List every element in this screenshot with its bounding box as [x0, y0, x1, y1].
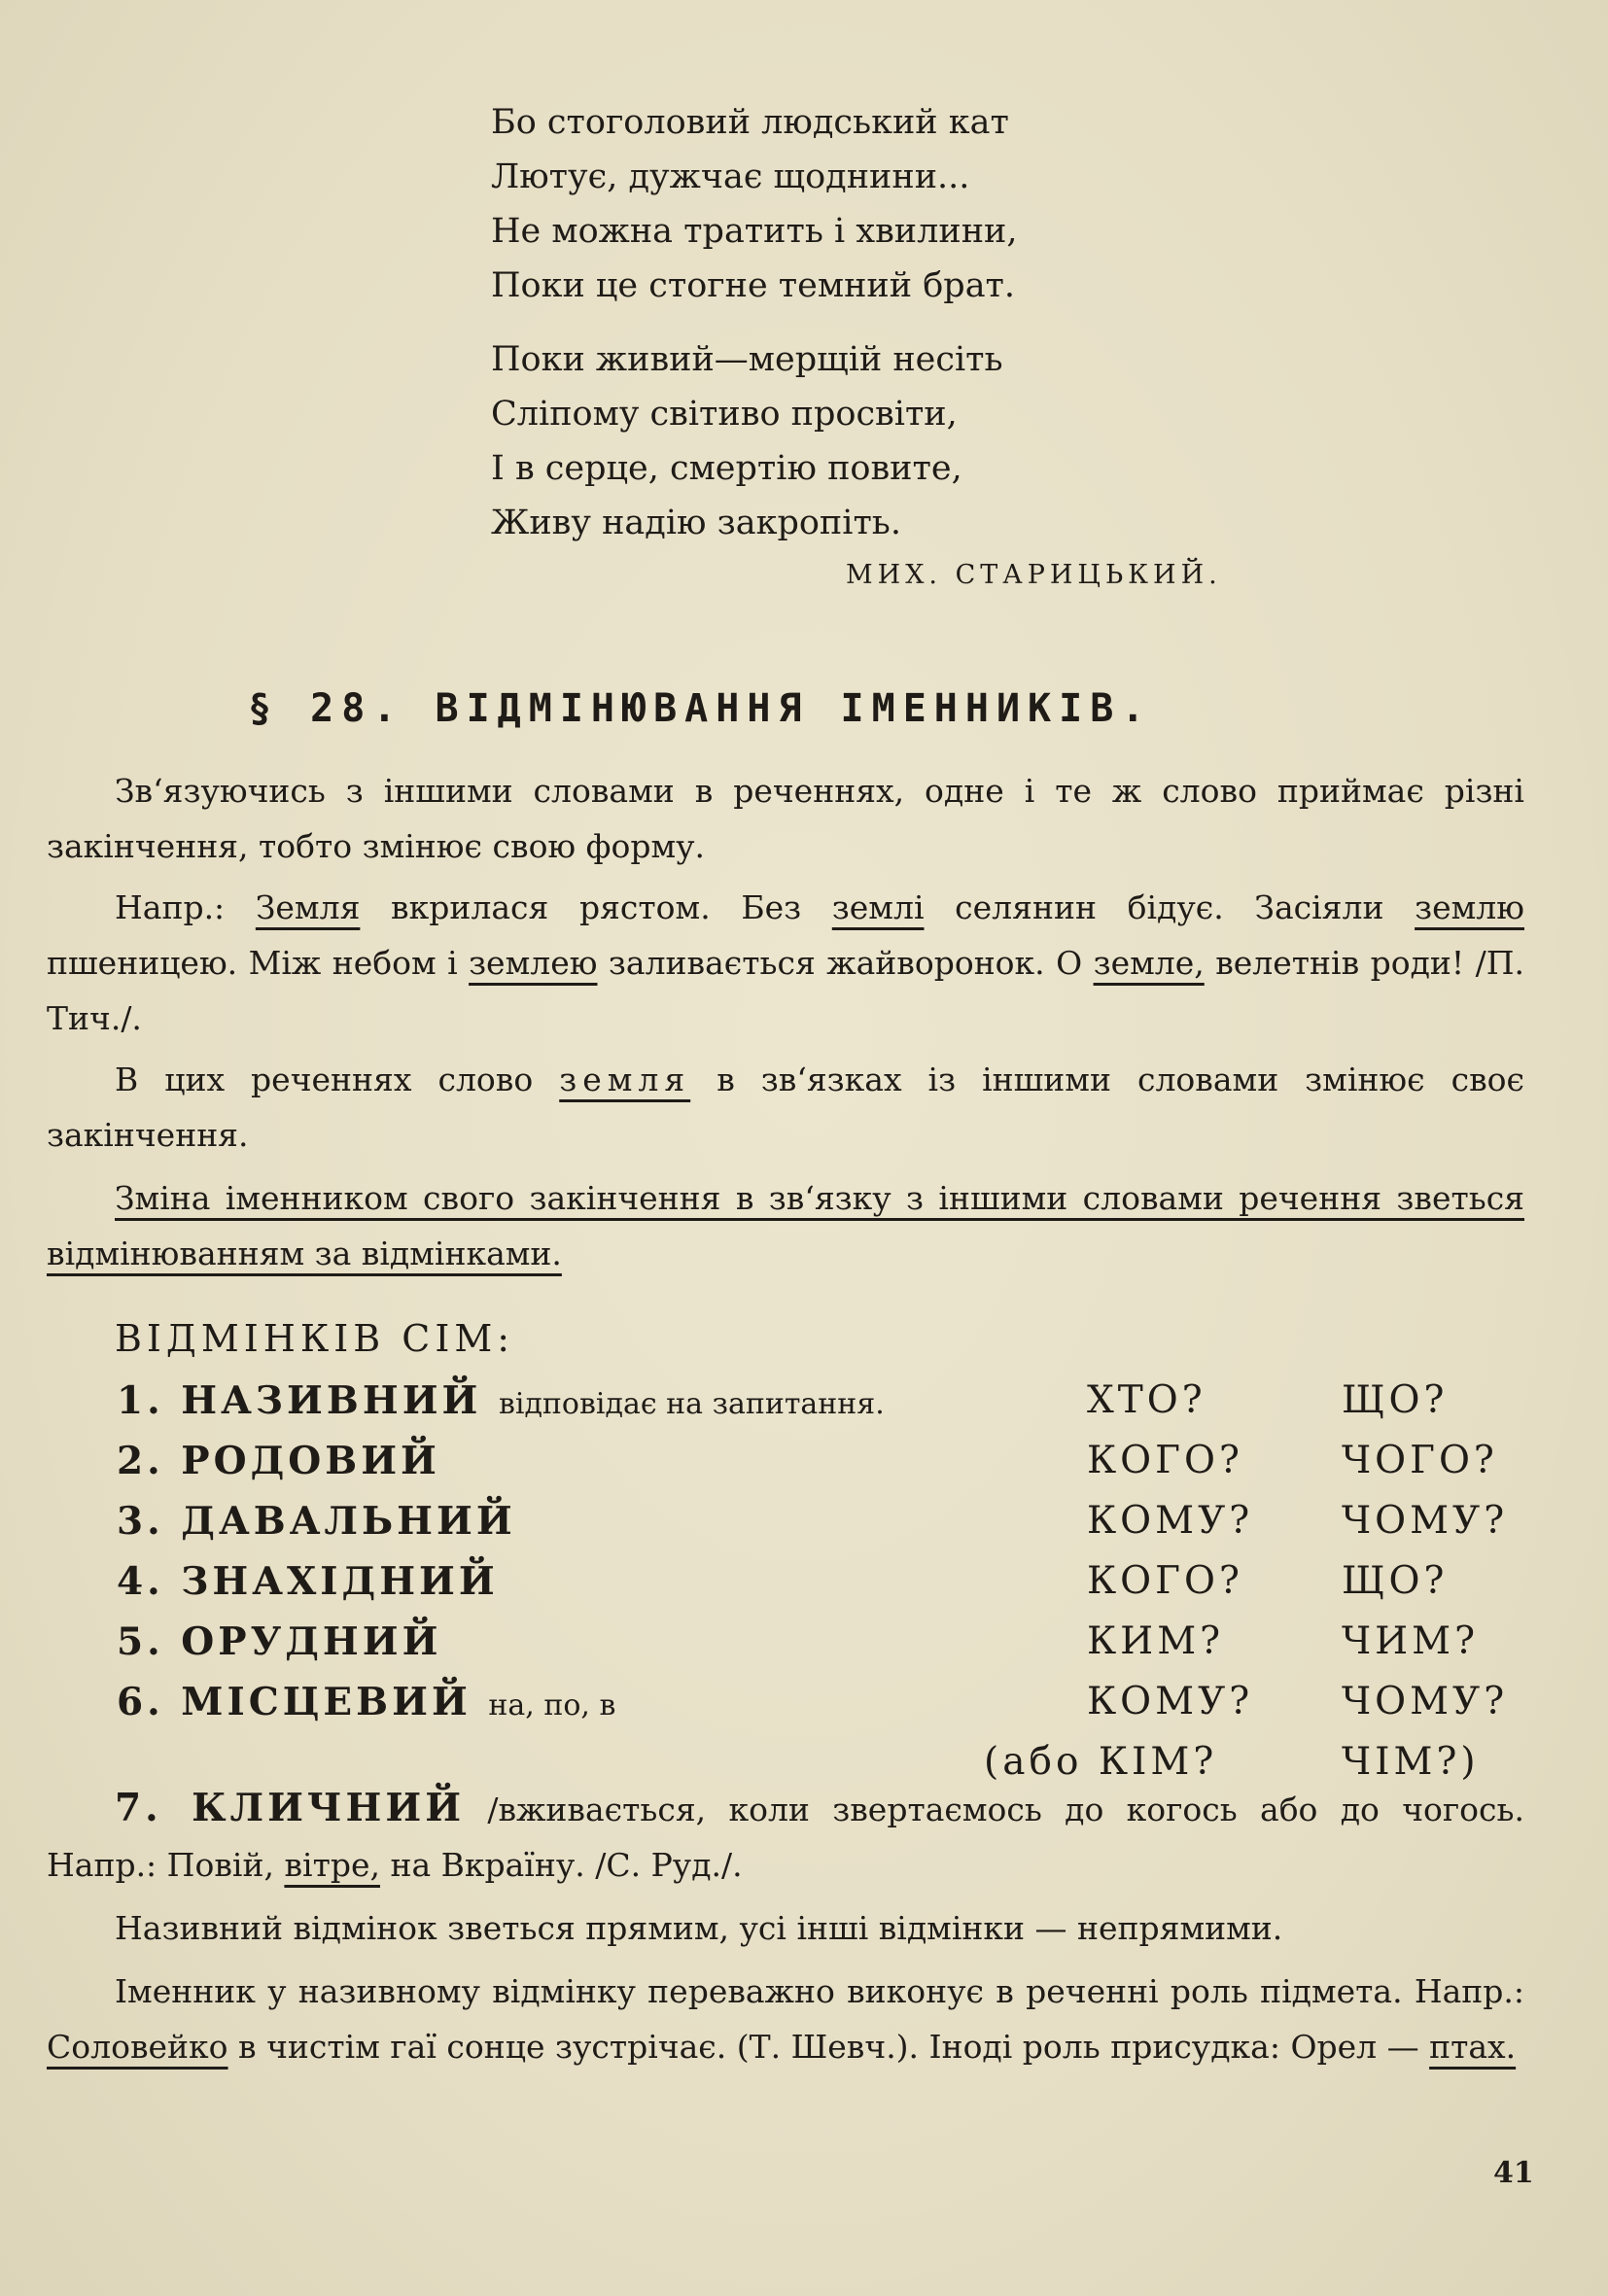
case-name: [117, 1619, 441, 1664]
underlined-word: птах.: [1429, 2028, 1517, 2066]
underlined-word: земле,: [1093, 944, 1205, 982]
case-name: [117, 1680, 615, 1724]
text-span: на Вкраїну. /С. Руд./.: [379, 1846, 743, 1884]
text-span: заливається жайворонок. О: [597, 944, 1094, 982]
paragraph-intro: Зв‘язуючись з іншими словами в реченнях, одне і те ж слово приймає різні закінчення, тобто змінює свою форму.: [47, 772, 1524, 865]
case-name: [117, 1378, 885, 1423]
case-question-1: КОМУ?: [1087, 1680, 1254, 1723]
case-name: [117, 1499, 516, 1544]
case-question-2: ЧИМ?: [1342, 1619, 1479, 1663]
case-label: 2. РОДОВИЙ: [117, 1439, 440, 1483]
text-span: В цих реченнях слово: [115, 1061, 560, 1098]
underlined-word: земля: [559, 1061, 691, 1098]
underlined-word: Земля: [255, 888, 361, 926]
case-note: відповідає на запитання.: [498, 1387, 885, 1421]
paragraph-explanation: [47, 1052, 1524, 1163]
case-question-2: ЩО?: [1342, 1378, 1449, 1422]
text-span: в чистім гаї сонце зустрічає. (Т. Шевч.). Іноді роль присудка: Орел —: [227, 2028, 1430, 2066]
poem-line: Лютує, дужчає щоднини...: [491, 157, 970, 196]
underlined-word: землею: [469, 944, 598, 982]
case-row: [117, 1680, 1536, 1740]
poem-line: Бо стоголовий людський кат: [491, 103, 1009, 142]
case-alt-question-2: ЧІМ?): [1342, 1740, 1480, 1784]
text-span: в зв‘язках із іншими словами змінює своє закінчення.: [47, 1061, 1524, 1154]
poem-line: Поки це стогне темний брат.: [491, 266, 1016, 305]
case-row: [117, 1439, 1536, 1499]
underlined-word: вітре,: [284, 1846, 380, 1884]
poem-line: І в серце, смертію повите,: [491, 449, 962, 488]
case-question-2: ЧОГО?: [1342, 1439, 1498, 1482]
text-span: /вживається, коли звертаємось до когось або до чогось. Напр.: Повій,: [47, 1791, 1524, 1884]
case-name: 7. КЛИЧНИЙ: [115, 1786, 466, 1830]
page-number: 41: [1493, 2156, 1534, 2190]
case-row: [117, 1559, 1536, 1619]
case-note: на, по, в: [488, 1688, 616, 1722]
case-alt-question-1: (або КІМ?: [984, 1740, 1218, 1784]
poem-line: Не можна тратить і хвилини,: [491, 212, 1018, 251]
text-span: Іменник у називному відмінку переважно виконує в реченні роль підмета. Напр.:: [115, 1972, 1524, 2010]
poem-author: МИХ. СТАРИЦЬКИЙ.: [846, 560, 1222, 590]
paragraph-rule: [47, 1170, 1524, 1281]
case-question-2: ЧОМУ?: [1342, 1680, 1509, 1723]
case-label: 3. ДАВАЛЬНИЙ: [117, 1499, 516, 1544]
text-span: селянин бідує. Засіяли: [924, 888, 1416, 926]
case-row: [117, 1499, 1536, 1559]
case-label: 4. ЗНАХІДНИЙ: [117, 1559, 499, 1604]
case-label: 1. НАЗИВНИЙ: [117, 1378, 482, 1423]
case-row: [117, 1619, 1536, 1680]
body-text-lower: [47, 1781, 1524, 2074]
poem-stanza-2: [491, 332, 1366, 550]
case-question-2: ЩО?: [1342, 1559, 1449, 1603]
case-question-2: ЧОМУ?: [1342, 1499, 1509, 1543]
case-question-1: КОГО?: [1087, 1439, 1243, 1482]
case-label: 6. МІСЦЕВИЙ: [117, 1680, 472, 1724]
case-row: [117, 1378, 1536, 1439]
poem-line: Поки живий—мерщій несіть: [491, 340, 1003, 379]
poem-line: Живу надію закропіть.: [491, 504, 901, 542]
paragraph-example: [47, 880, 1524, 1046]
text-span: Напр.:: [115, 888, 256, 926]
underlined-word: Соловейко: [47, 2028, 228, 2066]
paragraph-subject: [47, 1964, 1524, 2074]
paragraph-vocative: [47, 1781, 1524, 1893]
text-span: пшеницею. Між небом і: [47, 944, 470, 982]
case-question-1: КОГО?: [1087, 1559, 1243, 1603]
case-question-1: КОМУ?: [1087, 1499, 1254, 1543]
cases-title: ВІДМІНКІВ СІМ:: [115, 1317, 515, 1360]
section-heading: § 28. ВІДМІНЮВАННЯ ІМЕННИКІВ.: [248, 686, 1153, 731]
case-question-1: КИМ?: [1087, 1619, 1225, 1663]
poem: [491, 95, 1366, 601]
underlined-word: землю: [1415, 888, 1524, 926]
case-name: [117, 1439, 440, 1483]
case-label: 5. ОРУДНИЙ: [117, 1619, 442, 1664]
underlined-word: землі: [831, 888, 925, 926]
text-span: велетнів роди! /П. Тич./.: [47, 944, 1524, 1037]
poem-line: Сліпому світиво просвіти,: [491, 395, 958, 434]
text-span: вкрилася рястом. Без: [360, 888, 832, 926]
case-name: [117, 1559, 499, 1604]
poem-stanza-1: [491, 95, 1366, 313]
case-question-1: ХТО?: [1087, 1378, 1206, 1422]
cases-list: [117, 1378, 1536, 1800]
underlined-rule: Зміна іменником свого закінчення в зв‘язку з іншими словами речення зветься відмінюванням за відмінками.: [47, 1179, 1524, 1272]
body-text: [47, 763, 1524, 1281]
paragraph-nominative: Називний відмінок зветься прямим, усі інші відмінки — непрямими.: [115, 1909, 1283, 1947]
